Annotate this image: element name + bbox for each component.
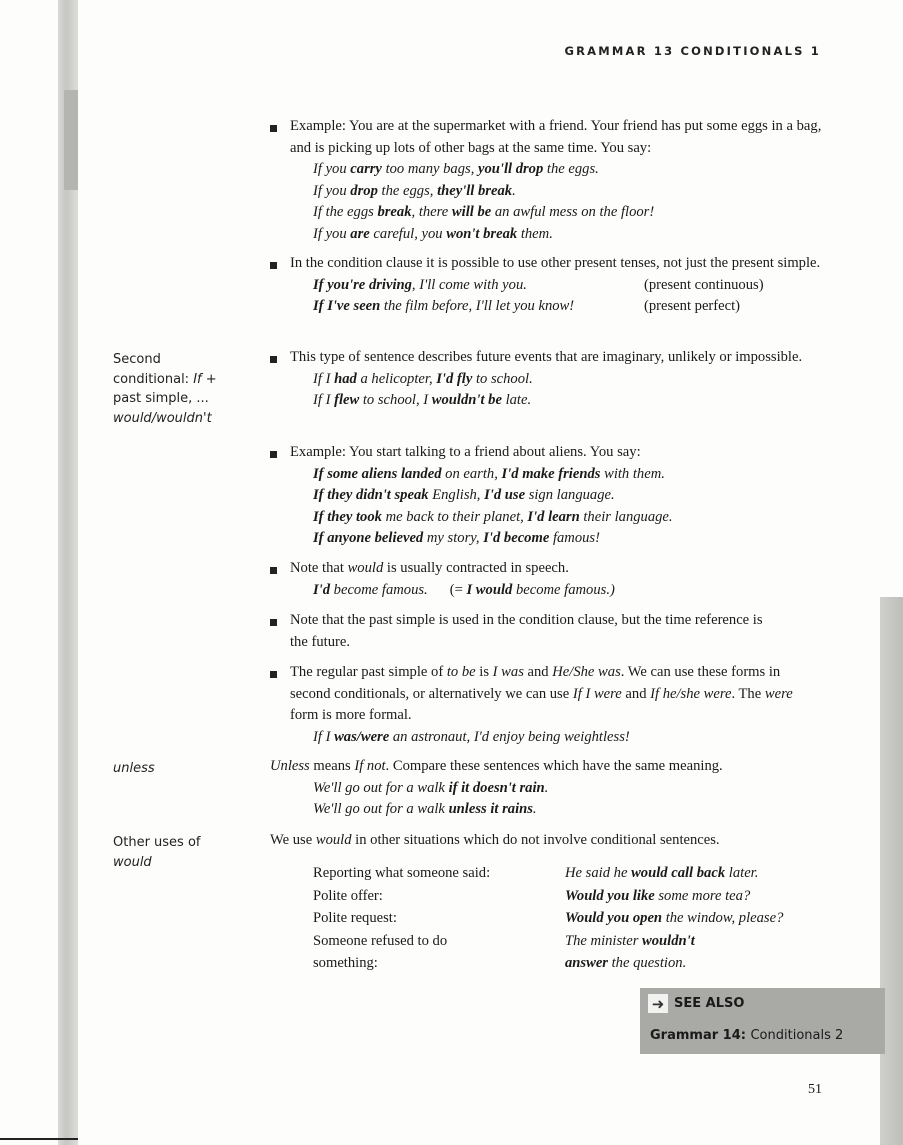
bullet-text: This type of sentence describes future events that are imaginary, unlikely or impossible. xyxy=(290,349,803,365)
bullet-marker xyxy=(270,125,277,132)
bullet-marker xyxy=(270,567,277,574)
example-line: If you carry too many bags, you'll drop the eggs. xyxy=(313,161,599,177)
example-line: If they didn't speak English, I'd use sign language. xyxy=(313,487,615,503)
example-line: If I had a helicopter, I'd fly to school. xyxy=(313,370,533,387)
page-number: 51 xyxy=(808,1082,822,1097)
example-line: If the eggs break, there will be an awful mess on the floor! xyxy=(313,204,655,220)
see-also-box xyxy=(640,988,885,1054)
bullet-second-conditional-description xyxy=(290,347,830,412)
example-line: If they took me back to their planet, I'd learn their language. xyxy=(313,508,673,525)
page-edge-tab xyxy=(880,597,903,1145)
unless-text: Unless means If not. Compare these sentences which have the same meaning. xyxy=(270,758,723,774)
bullet-aliens-example xyxy=(290,442,830,550)
gutter-shadow xyxy=(64,90,78,190)
bottom-rule xyxy=(0,1138,78,1140)
other-uses-table xyxy=(313,862,783,975)
example-line: If I flew to school, I wouldn't be late. xyxy=(313,392,532,408)
see-also-link[interactable]: Grammar 14: Conditionals 2 xyxy=(650,1028,844,1043)
running-header: GRAMMAR 13 CONDITIONALS 1 xyxy=(564,44,821,58)
table-row: something: answer the question. xyxy=(313,955,687,971)
example-line: If you are careful, you won't break them. xyxy=(313,225,553,242)
example-line: We'll go out for a walk unless it rains. xyxy=(313,801,537,817)
table-row: Someone refused to do The minister wouldn't xyxy=(313,932,695,949)
bullet-text: The regular past simple of to be is I was and He/She was. We can use these forms in second conditionals, or alternatively we can use If I were and If he/she were. The were form is more formal. xyxy=(290,664,793,723)
example-line: I'd become famous. (= I would become famous.) xyxy=(313,581,615,598)
see-also-label: SEE ALSO xyxy=(674,996,745,1011)
example-line: If some aliens landed on earth, I'd make friends with them. xyxy=(313,465,665,482)
example-line: If anyone believed my story, I'd become famous! xyxy=(313,530,600,546)
bullet-other-present-tenses xyxy=(290,253,830,318)
bullet-marker xyxy=(270,451,277,458)
unless-section xyxy=(270,756,830,821)
example-line: If I've seen the film before, I'll let you know! (present perfect) xyxy=(313,298,741,314)
table-row: Reporting what someone said: He said he would call back later. xyxy=(313,865,759,881)
arrow-right-icon: ➜ xyxy=(648,994,668,1013)
bullet-text: Example: You start talking to a friend about aliens. You say: xyxy=(290,444,641,460)
example-line: If you're driving, I'll come with you. (present continuous) xyxy=(313,276,764,293)
margin-label-unless: unless xyxy=(113,761,155,776)
bullet-marker xyxy=(270,671,277,678)
example-line: If I was/were an astronaut, I'd enjoy being weightless! xyxy=(313,728,630,745)
bullet-time-reference xyxy=(290,610,780,653)
bullet-text: Note that would is usually contracted in speech. xyxy=(290,560,569,576)
other-uses-intro: We use would in other situations which do not involve conditional sentences. xyxy=(270,832,720,848)
table-row: Polite offer: Would you like some more tea? xyxy=(313,887,751,904)
example-line: If you drop the eggs, they'll break. xyxy=(313,182,516,199)
bullet-supermarket-example xyxy=(290,116,830,245)
table-row: Polite request: Would you open the window, please? xyxy=(313,910,784,926)
bullet-was-were xyxy=(290,662,800,748)
bullet-text: Note that the past simple is used in the condition clause, but the time reference is the future. xyxy=(290,612,763,650)
margin-label-second-conditional: Second conditional: If + past simple, ... would/wouldn't xyxy=(113,352,217,426)
bullet-marker xyxy=(270,262,277,269)
example-line: We'll go out for a walk if it doesn't rain. xyxy=(313,779,549,796)
bullet-marker xyxy=(270,356,277,363)
margin-label-other-uses: Other uses of would xyxy=(113,835,201,870)
bullet-text: Example: You are at the supermarket with a friend. Your friend has put some eggs in a bag, and is picking up lots of other bags at the same time. You say: xyxy=(290,118,822,156)
bullet-text: In the condition clause it is possible to use other present tenses, not just the present simple. xyxy=(290,255,821,271)
bullet-would-contracted xyxy=(290,558,830,601)
bullet-marker xyxy=(270,619,277,626)
